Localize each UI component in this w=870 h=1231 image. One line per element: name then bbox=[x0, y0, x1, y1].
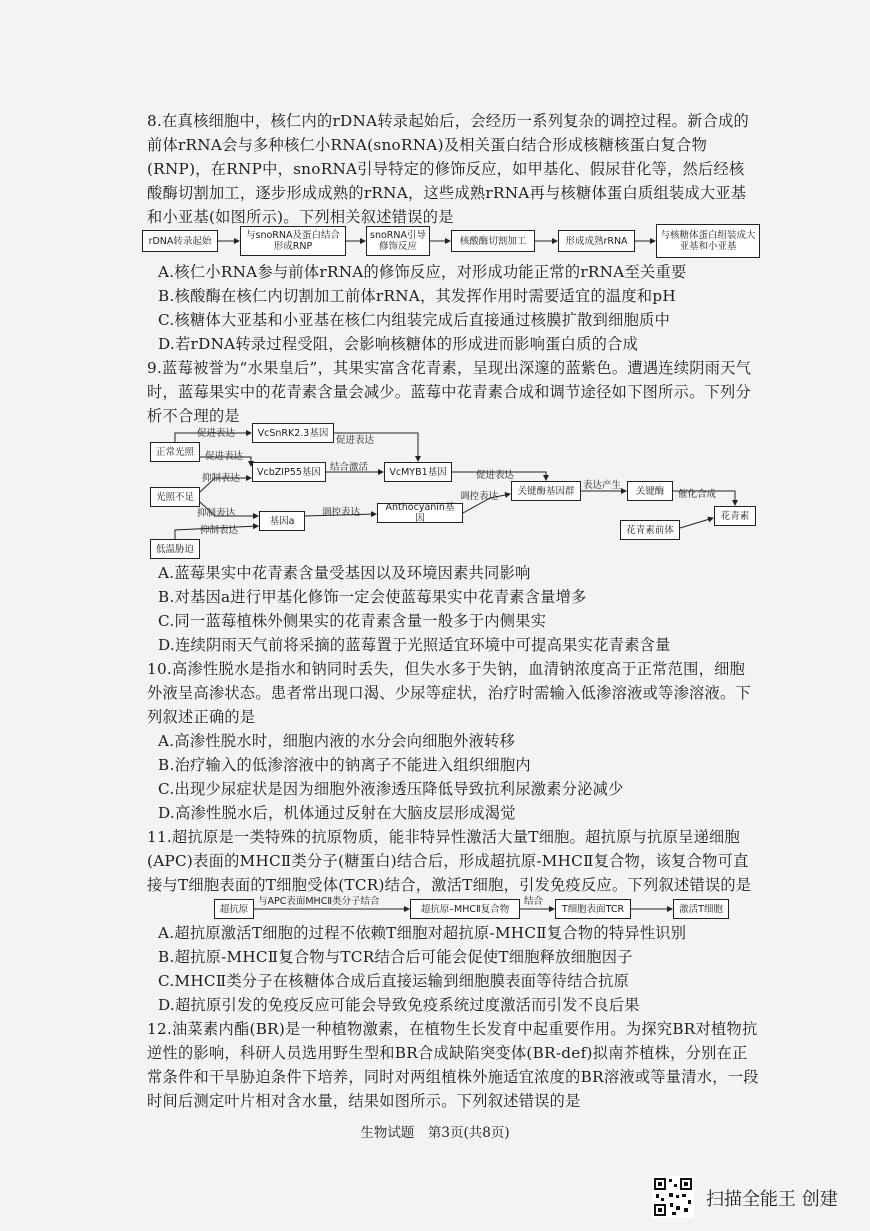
q11-flow-superantigen: 超抗原 bbox=[214, 899, 254, 919]
q9-box-key-enzyme-genes: 关键酶基因群 bbox=[511, 481, 581, 501]
q9-arrow-dim-bzip bbox=[200, 478, 251, 492]
q11-flow-activate-t: 激活T细胞 bbox=[673, 899, 729, 919]
q8-flow-step-5: 形成成熟rRNA bbox=[558, 230, 635, 252]
q9-label-bind-activate: 结合激活 bbox=[330, 462, 369, 473]
q9-label-inhibit-3: 抑制表达 bbox=[200, 525, 239, 536]
q9-arrow-genea-antho bbox=[305, 514, 376, 516]
q9-label-catalyze: 催化合成 bbox=[678, 489, 717, 500]
q11-label-bind-apc: 与APC表面MHCⅡ类分子结合 bbox=[258, 896, 380, 907]
q9-option-c: C.同一蓝莓植株外侧果实的花青素含量一般多于内侧果实 bbox=[158, 612, 547, 630]
q9-box-anthocyanin: 花青素 bbox=[714, 506, 756, 526]
q9-label-regulate-1: 调控表达 bbox=[322, 507, 361, 518]
q9-arrow-normal-bzip bbox=[200, 457, 251, 466]
q9-box-low-light: 光照不足 bbox=[150, 487, 200, 507]
q9-label-regulate-2: 调控表达 bbox=[460, 491, 499, 502]
q9-stem: 9.蓝莓被誉为“水果皇后”，其果实富含花青素，呈现出深邃的蓝紫色。遭遇连续阴雨天气时，蓝莓果实中的花青素含量会减少。蓝莓中花青素合成和调节途径如下图所示。下列分析不合理的是 bbox=[147, 359, 752, 425]
q8-flow-step-2: 与snoRNA及蛋白结合形成RNP bbox=[240, 226, 346, 256]
q8-flow-step-3: snoRNA引导修饰反应 bbox=[366, 226, 430, 256]
q11-stem: 11.超抗原是一类特殊的抗原物质，能非特异性激活大量T细胞。超抗原与抗原呈递细胞(APC)表面的MHCⅡ类分子(糖蛋白)结合后，形成超抗原-MHCⅡ复合物，该复合物可直接与T细胞表面的T细胞受体(TCR)结合，激活T细胞，引发免疫反应。下列叙述错误的是 bbox=[147, 828, 752, 894]
q9-box-snrk-gene: VcSnRK2.3基因 bbox=[252, 423, 334, 443]
q9-label-promote-4: 促进表达 bbox=[476, 470, 515, 481]
q11-flow-complex: 超抗原–MHCⅡ复合物 bbox=[410, 899, 520, 919]
q9-box-gene-a: 基因a bbox=[259, 511, 305, 531]
q9-box-normal-light: 正常光照 bbox=[150, 442, 200, 462]
q9-arrow-snrk-myb bbox=[334, 433, 418, 461]
q11-flow-tcr: T细胞表面TCR bbox=[555, 899, 631, 919]
q8-flow-step-1: rDNA转录起始 bbox=[142, 230, 218, 252]
q9-label-promote-2: 促进表达 bbox=[336, 435, 375, 446]
q9-label-promote-1: 促进表达 bbox=[197, 428, 236, 439]
q10-option-b: B.治疗输入的低渗溶液中的钠离子不能进入组织细胞内 bbox=[158, 756, 531, 774]
q9-arrow-antho-keygene bbox=[463, 494, 510, 513]
q10-stem: 10.高渗性脱水是指水和钠同时丢失，但失水多于失钠，血清钠浓度高于正常范围，细胞外液呈高渗状态。患者常出现口渴、少尿等症状，治疗时需输入低渗溶液或等渗溶液。下列叙述正确的是 bbox=[147, 660, 752, 726]
watermark-text: 扫描全能王 创建 bbox=[706, 1189, 838, 1210]
q9-option-b: B.对基因a进行甲基化修饰一定会使蓝莓果实中花青素含量增多 bbox=[158, 588, 587, 606]
q11-label-bind: 结合 bbox=[524, 896, 544, 907]
q8-flow-step-4: 核酸酶切割加工 bbox=[451, 230, 535, 252]
q9-box-myb-gene: VcMYB1基因 bbox=[384, 462, 452, 482]
q9-box-cold-stress: 低温胁迫 bbox=[150, 539, 200, 559]
q9-label-inhibit-1: 抑制表达 bbox=[202, 473, 241, 484]
page-footer: 生物试题 第3页(共8页) bbox=[360, 1125, 510, 1141]
qr-code-icon bbox=[652, 1176, 694, 1218]
q11-option-c: C.MHCⅡ类分子在核糖体合成后直接运输到细胞膜表面等待结合抗原 bbox=[158, 972, 630, 990]
q8-option-a: A.核仁小RNA参与前体rRNA的修饰反应，对形成功能正常的rRNA至关重要 bbox=[158, 263, 687, 281]
q10-option-d: D.高渗性脱水后，机体通过反射在大脑皮层形成渴觉 bbox=[158, 804, 516, 822]
q11-option-b: B.超抗原-MHCⅡ复合物与TCR结合后可能会促使T细胞释放细胞因子 bbox=[158, 948, 633, 966]
q8-flow-step-6: 与核糖体蛋白组装成大亚基和小亚基 bbox=[656, 224, 760, 258]
q8-stem: 8.在真核细胞中，核仁内的rDNA转录起始后，会经历一系列复杂的调控过程。新合成的前体rRNA会与多种核仁小RNA(snoRNA)及相关蛋白结合形成核糖核蛋白复合物(RNP)，在RNP中，snoRNA引导特定的修饰反应，如甲基化、假尿苷化等，然后经核酸酶切割加工，逐步形成成熟的rRNA，这些成熟rRNA再与核糖体蛋白质组装成大亚基和小亚基(如图所示)。下列相关叙述错误的是 bbox=[147, 112, 750, 226]
q11-option-d: D.超抗原引发的免疫反应可能会导致免疫系统过度激活而引发不良后果 bbox=[158, 996, 640, 1014]
q9-label-promote-3: 促进表达 bbox=[205, 451, 244, 462]
q10-option-c: C.出现少尿症状是因为细胞外液渗透压降低导致抗利尿激素分泌减少 bbox=[158, 780, 624, 798]
q11-option-a: A.超抗原激活T细胞的过程不依赖T细胞对超抗原-MHCⅡ复合物的特异性识别 bbox=[158, 924, 687, 942]
q8-option-b: B.核酸酶在核仁内切割加工前体rRNA，其发挥作用时需要适宜的温度和pH bbox=[158, 287, 676, 305]
q12-stem: 12.油菜素内酯(BR)是一种植物激素，在植物生长发育中起重要作用。为探究BR对植物抗逆性的影响，科研人员选用野生型和BR合成缺陷突变体(BR-def)拟南芥植株，分别在正常条件和干旱胁迫条件下培养，同时对两组植株外施适宜浓度的BR溶液或等量清水，一段时间后测定叶片相对含水量，结果如图所示。下列叙述错误的是 bbox=[147, 1020, 759, 1110]
q9-arrow-cold-genea bbox=[175, 526, 258, 539]
q9-box-anthocyanin-gene: Anthocyanin基因 bbox=[377, 503, 463, 523]
q8-option-c: C.核糖体大亚基和小亚基在核仁内组装完成后直接通过核膜扩散到细胞质中 bbox=[158, 311, 671, 329]
q9-arrow-precursor-product bbox=[680, 518, 713, 528]
q9-arrow-myb-keygene bbox=[452, 472, 546, 480]
q9-label-inhibit-2: 抑制表达 bbox=[197, 508, 236, 519]
q9-arrow-enzyme-product bbox=[673, 491, 735, 505]
q9-label-express: 表达产生 bbox=[583, 480, 622, 491]
q9-box-key-enzyme: 关键酶 bbox=[627, 481, 673, 501]
q9-option-a: A.蓝莓果实中花青素含量受基因以及环境因素共同影响 bbox=[158, 564, 531, 582]
q9-box-precursor: 花青素前体 bbox=[620, 520, 680, 540]
q9-option-d: D.连续阴雨天气前将采摘的蓝莓置于光照适宜环境中可提高果实花青素含量 bbox=[158, 636, 671, 654]
q9-arrow-dim-genea bbox=[200, 502, 258, 516]
q8-option-d: D.若rDNA转录过程受阻，会影响核糖体的形成进而影响蛋白质的合成 bbox=[158, 335, 639, 353]
q10-option-a: A.高渗性脱水时，细胞内液的水分会向细胞外液转移 bbox=[158, 732, 516, 750]
q9-box-bzip-gene: VcbZIP55基因 bbox=[252, 462, 326, 482]
q9-arrow-normal-snrk bbox=[175, 433, 251, 442]
